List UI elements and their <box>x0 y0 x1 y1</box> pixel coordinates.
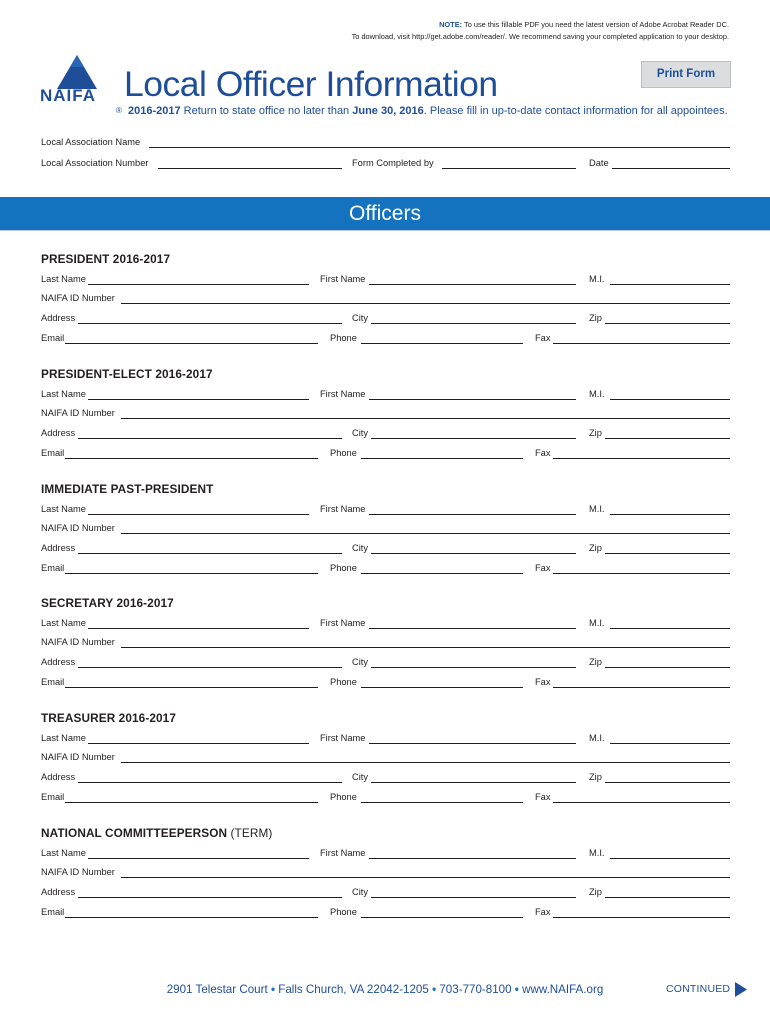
officer-field-row <box>41 906 730 920</box>
date-field[interactable] <box>612 168 730 169</box>
fax-field[interactable] <box>553 802 730 803</box>
association-name-row <box>41 136 730 150</box>
fax-field[interactable] <box>553 573 730 574</box>
instructions-deadline: June 30, 2016 <box>352 105 424 117</box>
last-name-field[interactable] <box>88 858 309 859</box>
mi-label: M.I. <box>589 733 605 743</box>
association-number-label: Local Association Number <box>41 158 149 168</box>
officer-field-row <box>41 312 730 326</box>
footer-separator-2: • <box>432 983 437 996</box>
last-name-field[interactable] <box>88 628 309 629</box>
officer-field-row <box>41 388 730 402</box>
phone-field[interactable] <box>361 687 523 688</box>
city-label: City <box>352 543 369 553</box>
section-title: PRESIDENT-ELECT 2016-2017 <box>41 367 213 381</box>
naifa-id-field[interactable] <box>121 877 730 878</box>
officers-band-divider <box>0 230 770 231</box>
phone-label: Phone <box>330 792 357 802</box>
instructions-text-2: . Please fill in up-to-date contact information for all appointees. <box>423 105 728 117</box>
page-title: Local Officer Information <box>124 64 498 104</box>
zip-field[interactable] <box>605 782 730 783</box>
mi-label: M.I. <box>589 618 605 628</box>
mi-label: M.I. <box>589 274 605 284</box>
officer-field-row <box>41 771 730 785</box>
footer-address: 2901 Telestar Court <box>166 983 268 996</box>
mi-field[interactable] <box>610 399 730 400</box>
last-name-label: Last Name <box>41 618 86 628</box>
section-title: NATIONAL COMMITTEEPERSON <box>41 826 228 840</box>
email-field[interactable] <box>65 802 318 803</box>
note-line-2: To download, visit http://get.adobe.com/reader/. We recommend saving your completed application to your desktop. <box>351 31 729 41</box>
section-title: IMMEDIATE PAST-PRESIDENT <box>41 482 214 496</box>
officer-field-row <box>41 617 730 631</box>
email-field[interactable] <box>65 687 318 688</box>
first-name-label: First Name <box>320 618 366 628</box>
fax-field[interactable] <box>553 917 730 918</box>
naifa-id-field[interactable] <box>121 533 730 534</box>
fax-label: Fax <box>535 792 551 802</box>
mi-label: M.I. <box>589 504 605 514</box>
email-field[interactable] <box>65 343 318 344</box>
zip-label: Zip <box>589 543 602 553</box>
naifa-id-label: NAIFA ID Number <box>41 637 115 647</box>
zip-field[interactable] <box>605 897 730 898</box>
footer-separator-1: • <box>270 983 275 996</box>
last-name-label: Last Name <box>41 733 86 743</box>
first-name-field[interactable] <box>369 858 576 859</box>
last-name-field[interactable] <box>88 399 309 400</box>
officer-field-row <box>41 791 730 805</box>
mi-field[interactable] <box>610 858 730 859</box>
last-name-field[interactable] <box>88 743 309 744</box>
zip-field[interactable] <box>605 323 730 324</box>
email-label: Email <box>41 563 65 573</box>
phone-field[interactable] <box>361 802 523 803</box>
section-title: PRESIDENT 2016-2017 <box>41 252 171 266</box>
officer-field-row <box>41 636 730 650</box>
address-label: Address <box>41 428 76 438</box>
date-label: Date <box>589 158 609 168</box>
phone-label: Phone <box>330 563 357 573</box>
officer-field-row <box>41 522 730 536</box>
naifa-id-field[interactable] <box>121 762 730 763</box>
fax-label: Fax <box>535 677 551 687</box>
phone-field[interactable] <box>361 573 523 574</box>
association-number-field[interactable] <box>158 168 342 169</box>
email-label: Email <box>41 677 65 687</box>
email-field[interactable] <box>65 573 318 574</box>
form-completed-by-field[interactable] <box>442 168 576 169</box>
continue-arrow-icon <box>735 982 747 997</box>
address-field[interactable] <box>78 782 342 783</box>
mi-field[interactable] <box>610 743 730 744</box>
phone-label: Phone <box>330 677 357 687</box>
address-label: Address <box>41 887 76 897</box>
officer-field-row <box>41 656 730 670</box>
footer-web: www.NAIFA.org <box>522 983 604 996</box>
address-field[interactable] <box>78 553 342 554</box>
city-field[interactable] <box>371 667 576 668</box>
fax-label: Fax <box>535 563 551 573</box>
section-heading <box>41 482 213 496</box>
section-term: (TERM) <box>227 826 273 840</box>
officer-field-row <box>41 847 730 861</box>
section-title: TREASURER 2016-2017 <box>41 711 177 725</box>
note-line-1: To use this fillable PDF you need the latest version of Adobe Acrobat Reader DC. <box>464 20 729 29</box>
email-label: Email <box>41 448 65 458</box>
print-form-button[interactable]: Print Form <box>641 61 731 88</box>
fax-field[interactable] <box>553 458 730 459</box>
officers-title: Officers <box>349 202 421 225</box>
officer-field-row <box>41 886 730 900</box>
officer-field-row <box>41 332 730 346</box>
officer-field-row <box>41 292 730 306</box>
mi-field[interactable] <box>610 284 730 285</box>
phone-field[interactable] <box>361 917 523 918</box>
city-field[interactable] <box>371 553 576 554</box>
section-title: SECRETARY 2016-2017 <box>41 596 174 610</box>
association-name-field[interactable] <box>149 147 730 148</box>
city-label: City <box>352 887 369 897</box>
zip-label: Zip <box>589 657 602 667</box>
fax-label: Fax <box>535 333 551 343</box>
first-name-label: First Name <box>320 848 366 858</box>
section-heading <box>41 711 176 725</box>
fax-label: Fax <box>535 907 551 917</box>
last-name-field[interactable] <box>88 284 309 285</box>
naifa-id-label: NAIFA ID Number <box>41 523 115 533</box>
naifa-id-label: NAIFA ID Number <box>41 867 115 877</box>
mi-field[interactable] <box>610 514 730 515</box>
phone-label: Phone <box>330 448 357 458</box>
naifa-id-field[interactable] <box>121 418 730 419</box>
city-field[interactable] <box>371 897 576 898</box>
city-label: City <box>352 313 369 323</box>
naifa-logo <box>40 55 120 115</box>
phone-label: Phone <box>330 333 357 343</box>
email-label: Email <box>41 333 65 343</box>
last-name-label: Last Name <box>41 504 86 514</box>
city-label: City <box>352 428 369 438</box>
association-name-label: Local Association Name <box>41 137 141 147</box>
mi-label: M.I. <box>589 389 605 399</box>
acrobat-note <box>129 19 729 42</box>
city-field[interactable] <box>371 323 576 324</box>
zip-label: Zip <box>589 887 602 897</box>
section-heading <box>41 826 272 840</box>
zip-field[interactable] <box>605 438 730 439</box>
officer-field-row <box>41 562 730 576</box>
city-field[interactable] <box>371 438 576 439</box>
address-field[interactable] <box>78 667 342 668</box>
officer-field-row <box>41 866 730 880</box>
naifa-id-label: NAIFA ID Number <box>41 752 115 762</box>
officer-field-row <box>41 751 730 765</box>
address-label: Address <box>41 772 76 782</box>
email-field[interactable] <box>65 458 318 459</box>
footer-separator-3: • <box>514 983 519 996</box>
address-field[interactable] <box>78 323 342 324</box>
phone-field[interactable] <box>361 343 523 344</box>
officer-field-row <box>41 503 730 517</box>
address-label: Address <box>41 543 76 553</box>
address-label: Address <box>41 313 76 323</box>
instructions-year: 2016-2017 <box>128 105 181 117</box>
phone-field[interactable] <box>361 458 523 459</box>
last-name-label: Last Name <box>41 389 86 399</box>
city-field[interactable] <box>371 782 576 783</box>
first-name-label: First Name <box>320 389 366 399</box>
fax-label: Fax <box>535 448 551 458</box>
fax-field[interactable] <box>553 343 730 344</box>
officer-field-row <box>41 447 730 461</box>
first-name-label: First Name <box>320 274 366 284</box>
logo-text: NAIFA <box>40 86 96 105</box>
first-name-label: First Name <box>320 504 366 514</box>
note-label: NOTE: <box>439 20 463 29</box>
naifa-id-field[interactable] <box>121 303 730 304</box>
first-name-field[interactable] <box>369 284 576 285</box>
address-label: Address <box>41 657 76 667</box>
zip-label: Zip <box>589 772 602 782</box>
first-name-label: First Name <box>320 733 366 743</box>
email-label: Email <box>41 907 65 917</box>
email-field[interactable] <box>65 917 318 918</box>
officer-field-row <box>41 407 730 421</box>
instructions-line <box>128 104 728 118</box>
instructions-text-1: Return to state office no later than <box>180 105 353 117</box>
naifa-id-label: NAIFA ID Number <box>41 408 115 418</box>
last-name-field[interactable] <box>88 514 309 515</box>
registered-mark: ® <box>116 106 122 115</box>
section-heading <box>41 596 174 610</box>
address-field[interactable] <box>78 897 342 898</box>
zip-field[interactable] <box>605 553 730 554</box>
last-name-label: Last Name <box>41 848 86 858</box>
first-name-field[interactable] <box>369 743 576 744</box>
last-name-label: Last Name <box>41 274 86 284</box>
mi-label: M.I. <box>589 848 605 858</box>
association-number-row <box>41 157 730 171</box>
mi-field[interactable] <box>610 628 730 629</box>
officer-field-row <box>41 273 730 287</box>
footer-phone: 703-770-8100 <box>439 983 512 996</box>
officer-field-row <box>41 732 730 746</box>
email-label: Email <box>41 792 65 802</box>
footer-contact <box>0 983 770 996</box>
zip-label: Zip <box>589 428 602 438</box>
naifa-id-label: NAIFA ID Number <box>41 293 115 303</box>
continued-label: CONTINUED <box>666 983 731 995</box>
naifa-id-field[interactable] <box>121 647 730 648</box>
footer-city: Falls Church, VA 22042-1205 <box>278 983 429 996</box>
city-label: City <box>352 772 369 782</box>
first-name-field[interactable] <box>369 628 576 629</box>
officer-field-row <box>41 676 730 690</box>
first-name-field[interactable] <box>369 399 576 400</box>
fax-field[interactable] <box>553 687 730 688</box>
officer-field-row <box>41 427 730 441</box>
zip-label: Zip <box>589 313 602 323</box>
section-heading <box>41 367 213 381</box>
section-heading <box>41 252 170 266</box>
zip-field[interactable] <box>605 667 730 668</box>
city-label: City <box>352 657 369 667</box>
officer-field-row <box>41 542 730 556</box>
phone-label: Phone <box>330 907 357 917</box>
address-field[interactable] <box>78 438 342 439</box>
first-name-field[interactable] <box>369 514 576 515</box>
form-completed-by-label: Form Completed by <box>352 158 434 168</box>
